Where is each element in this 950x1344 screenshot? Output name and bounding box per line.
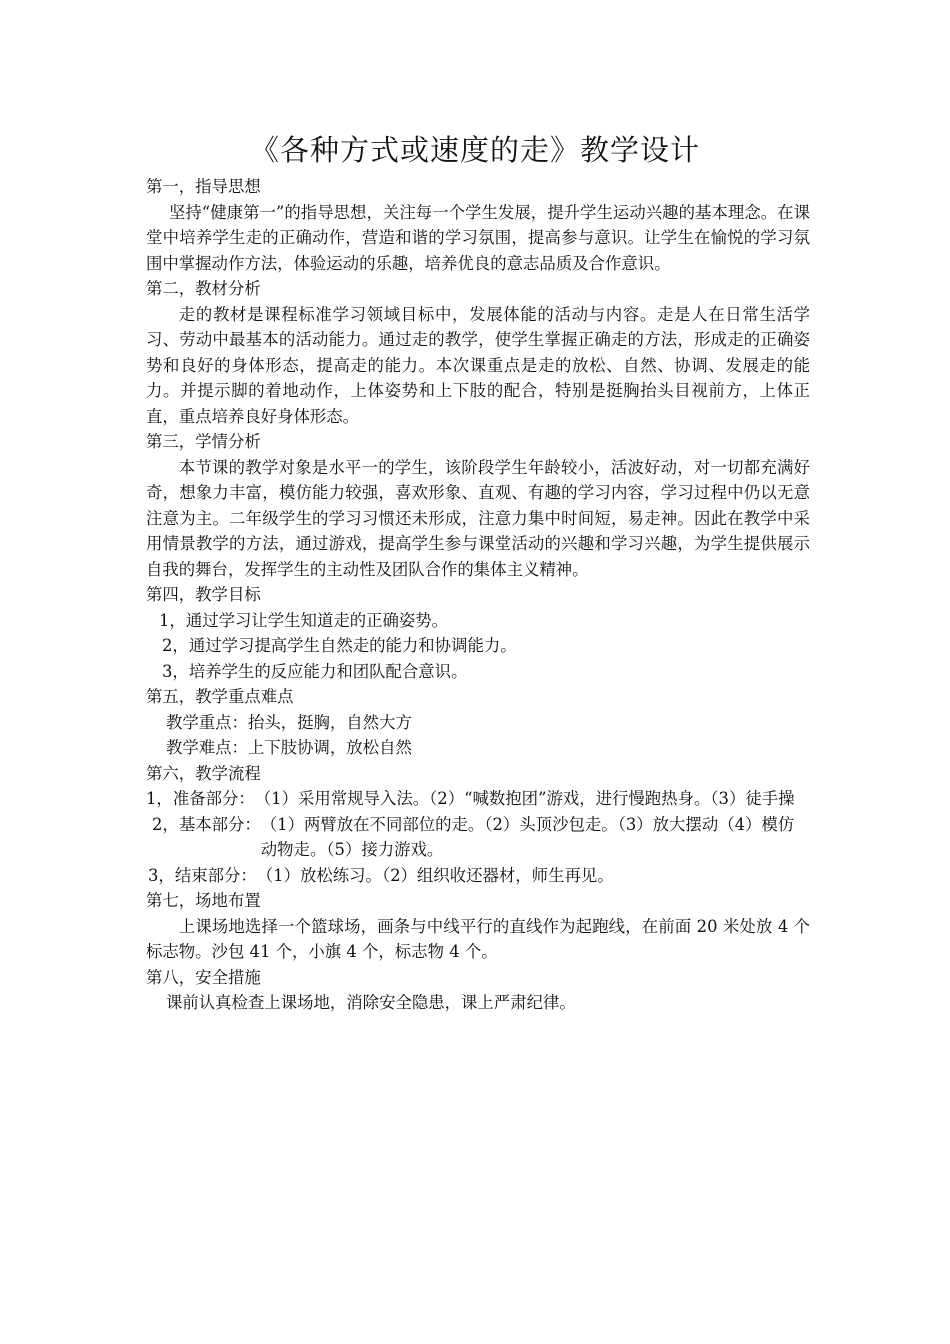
goal-item: 3，培养学生的反应能力和团队配合意识。 <box>162 661 468 681</box>
goal-item: 2，通过学习提高学生自然走的能力和协调能力。 <box>162 636 517 655</box>
process-step-text: （1）放松练习。（2）组织收还器材，师生再见。 <box>256 865 614 885</box>
process-step-label: 3，结束部分： <box>148 865 257 885</box>
process-step-text: （1）两臂放在不同部位的走。（2）头顶沙包走。（3）放大摆动（4）模仿动物走。（5）接力游戏。 <box>260 814 795 859</box>
section-heading-teaching-goals: 第四，教学目标 <box>146 585 261 604</box>
goal-item: 1，通过学习让学生知道走的正确姿势。 <box>159 610 449 630</box>
process-step-label: 2，基本部分： <box>152 814 261 834</box>
section-heading-teaching-process: 第六，教学流程 <box>146 763 261 783</box>
process-step-label: 1，准备部分： <box>146 789 255 808</box>
section-heading-key-difficult-points: 第五，教学重点难点 <box>146 687 294 706</box>
paragraph-safety-measures: 课前认真检查上课场地，消除安全隐患，课上严肃纪律。 <box>166 993 576 1012</box>
section-heading-student-analysis: 第三，学情分析 <box>146 432 261 451</box>
section-heading-venue-layout: 第七，场地布置 <box>146 891 261 910</box>
key-point-line: 教学重点：抬头，挺胸，自然大方 <box>166 712 412 732</box>
document-body <box>146 174 810 1016</box>
difficult-point-line: 教学难点：上下肢协调，放松自然 <box>166 738 412 757</box>
process-step-text: （1）采用常规导入法。（2）“喊数抱团”游戏，进行慢跑热身。（3）徒手操 <box>254 789 795 808</box>
paragraph-venue-layout: 上课场地选择一个篮球场，画条与中线平行的直线作为起跑线，在前面 20 米处放 4 个标志物。沙包 41 个，小旗 4 个，标志物 4 个。 <box>146 916 810 961</box>
section-heading-safety-measures: 第八，安全措施 <box>146 967 261 987</box>
document-title: 《各种方式或速度的走》教学设计 <box>249 133 700 167</box>
paragraph-material-analysis: 走的教材是课程标准学习领域目标中，发展体能的活动与内容。走是人在日常生活学习、劳动中最基本的活动能力。通过走的教学，使学生掌握正确走的方法，形成走的正确姿势和良好的身体形态，提高走的能力。本次课重点是走的放松、自然、协调、发展走的能力。并提示脚的着地动作，上体姿势和上下肢的配合，特别是挺胸抬头目视前方，上体正直，重点培养良好身体形态。 <box>146 304 810 426</box>
paragraph-guiding-idea: 坚持“健康第一”的指导思想，关注每一个学生发展，提升学生运动兴趣的基本理念。在课堂中培养学生走的正确动作，营造和谐的学习氛围，提高参与意识。让学生在愉悦的学习氛围中掌握动作方法，体验运动的乐趣，培养优良的意志品质及合作意识。 <box>146 202 810 273</box>
paragraph-student-analysis: 本节课的教学对象是水平一的学生，该阶段学生年龄较小，活波好动，对一切都充满好奇，想象力丰富，模仿能力较强，喜欢形象、直观、有趣的学习内容，学习过程中仍以无意注意为主。二年级学生的学习习惯还未形成，注意力集中时间短，易走神。因此在教学中采用情景教学的方法，通过游戏，提高学生参与课堂活动的兴趣和学习兴趣，为学生提供展示自我的舞台，发挥学生的主动性及团队合作的集体主义精神。 <box>146 457 810 579</box>
process-step <box>146 812 810 863</box>
process-step <box>146 863 810 889</box>
section-heading-material-analysis: 第二，教材分析 <box>146 279 261 298</box>
section-heading-guiding-idea: 第一，指导思想 <box>146 177 261 196</box>
process-step <box>146 786 810 812</box>
